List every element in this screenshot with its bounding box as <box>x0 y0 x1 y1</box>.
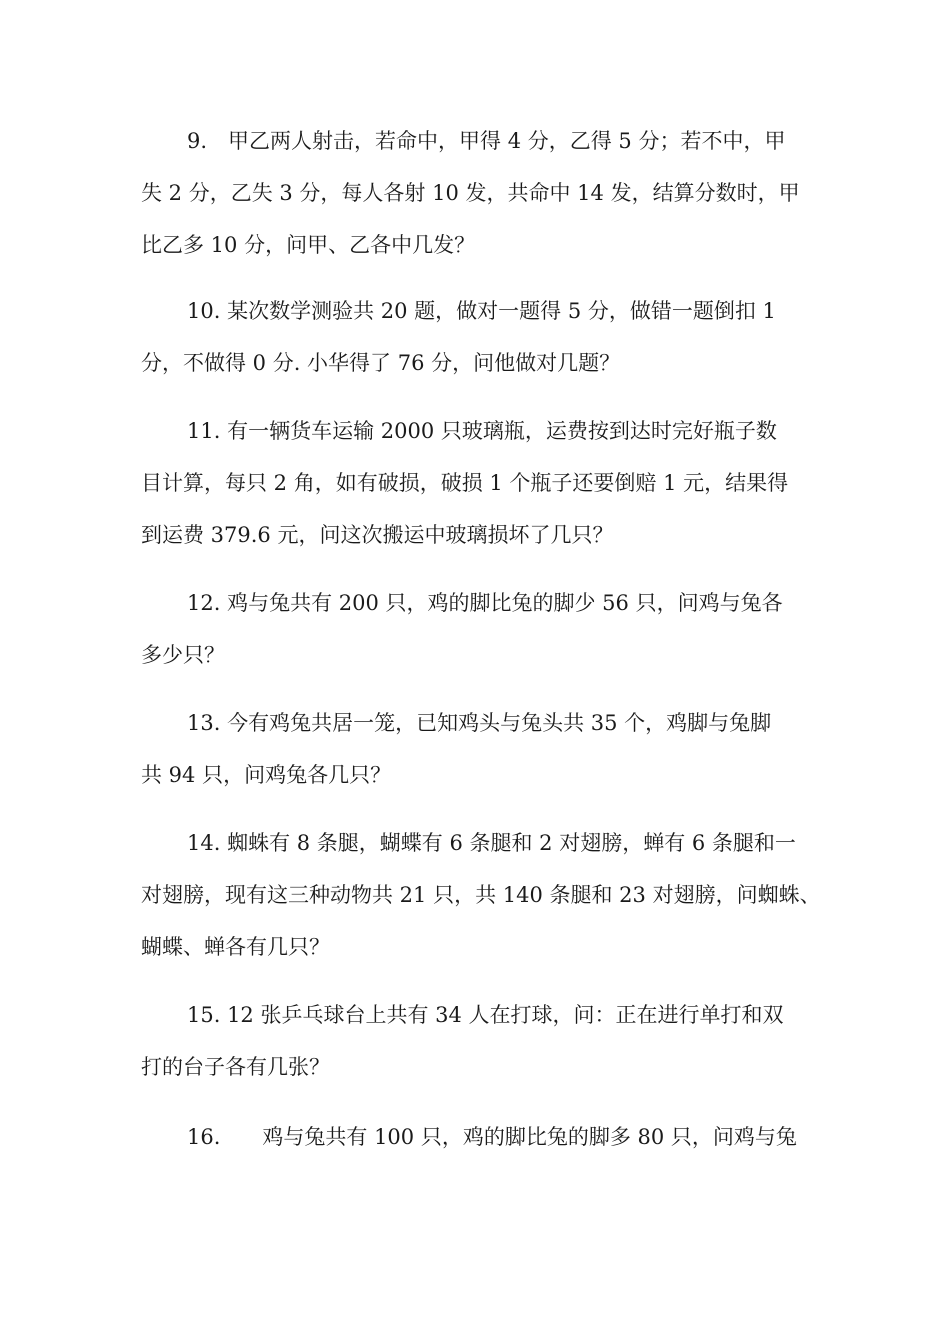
problem-line: 14. 蜘蛛有 8 条腿，蝴蝶有 6 条腿和 2 对翅膀，蝉有 6 条腿和一 <box>187 831 796 855</box>
problem-line: 蝴蝶、蝉各有几只？ <box>141 935 330 959</box>
problem-line: 15. 12 张乒乓球台上共有 34 人在打球，问：正在进行单打和双 <box>187 1003 784 1027</box>
problem-line: 16. 鸡与兔共有 100 只，鸡的脚比兔的脚多 80 只，问鸡与兔 <box>187 1125 797 1149</box>
problem-line: 12. 鸡与兔共有 200 只，鸡的脚比兔的脚少 56 只，问鸡与兔各 <box>187 591 783 615</box>
problem-line: 分，不做得 0 分. 小华得了 76 分，问他做对几题？ <box>141 351 621 375</box>
problem-line: 对翅膀，现有这三种动物共 21 只，共 140 条腿和 23 对翅膀，问蜘蛛、 <box>141 883 821 907</box>
problem-line: 多少只？ <box>141 643 225 667</box>
problem-line: 打的台子各有几张？ <box>141 1055 330 1079</box>
problem-line: 目计算，每只 2 角，如有破损，破损 1 个瓶子还要倒赔 1 元，结果得 <box>141 471 789 495</box>
problem-line: 13. 今有鸡兔共居一笼，已知鸡头与兔头共 35 个，鸡脚与兔脚 <box>187 711 772 735</box>
problem-line: 到运费 379.6 元，问这次搬运中玻璃损坏了几只？ <box>141 523 614 547</box>
problem-line: 失 2 分，乙失 3 分，每人各射 10 发，共命中 14 发，结算分数时，甲 <box>141 181 800 205</box>
problem-line: 9. 甲乙两人射击，若命中，甲得 4 分，乙得 5 分；若不中，甲 <box>187 129 786 153</box>
problem-line: 11. 有一辆货车运输 2000 只玻璃瓶，运费按到达时完好瓶子数 <box>187 419 777 443</box>
problem-line: 10. 某次数学测验共 20 题，做对一题得 5 分，做错一题倒扣 1 <box>187 299 776 323</box>
problem-line: 共 94 只，问鸡兔各几只？ <box>141 763 392 787</box>
problem-line: 比乙多 10 分，问甲、乙各中几发？ <box>141 233 476 257</box>
